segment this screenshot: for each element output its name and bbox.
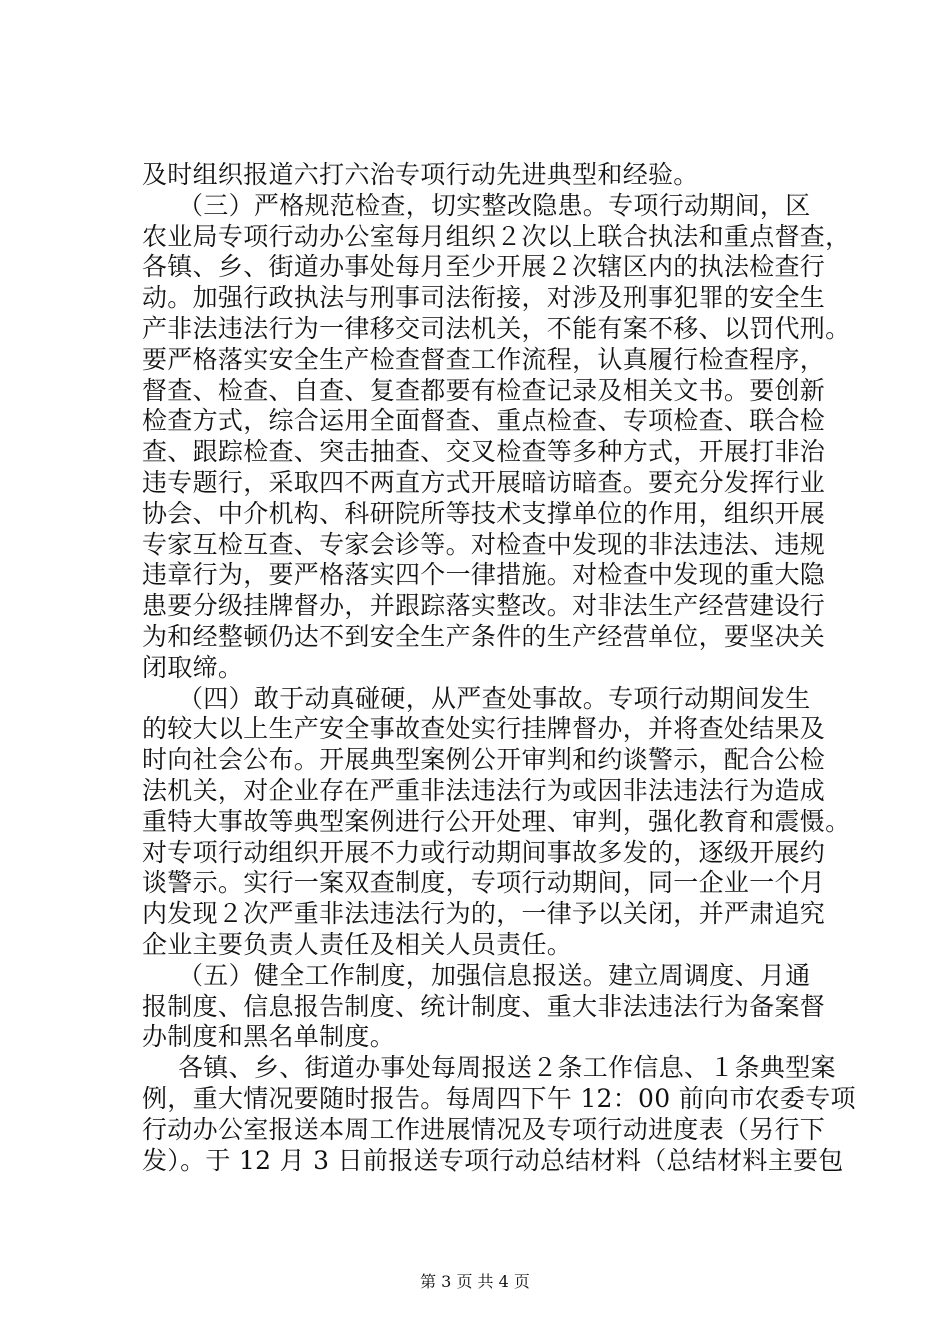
text-line: 对专项行动组织开展不力或行动期间事故多发的，逐级开展约 [142, 837, 826, 867]
text-line: 患要分级挂牌督办，并跟踪落实整改。对非法生产经营建设行 [142, 591, 826, 621]
text-line: 农业局专项行动办公室每月组织２次以上联合执法和重点督查， [142, 221, 851, 251]
text-line: 要严格落实安全生产检查督查工作流程，认真履行检查程序， [142, 344, 826, 374]
text-line: 报制度、信息报告制度、统计制度、重大非法违法行为备案督 [142, 991, 826, 1021]
text-line: 重特大事故等典型案例进行公开处理、审判，强化教育和震慑。 [142, 806, 851, 836]
text-line: 检查方式，综合运用全面督查、重点检查、专项检查、联合检 [142, 406, 826, 436]
text-line: 动。加强行政执法与刑事司法衔接，对涉及刑事犯罪的安全生 [142, 283, 826, 313]
text-line: 专家互检互查、专家会诊等。对检查中发现的非法违法、违规 [142, 529, 826, 559]
text-line: 查、跟踪检查、突击抽查、交叉检查等多种方式，开展打非治 [142, 437, 826, 467]
section-heading-3: （三）严格规范检查，切实整改隐患。专项行动期间，区 [178, 190, 811, 220]
text-line: 内发现２次严重非法违法行为的，一律予以关闭，并严肃追究 [142, 899, 826, 929]
page-number-footer: 第 3 页 共 4 页 [420, 1272, 530, 1291]
text-line: 法机关，对企业存在严重非法违法行为或因非法违法行为造成 [142, 775, 826, 805]
text-line: 闭取缔。 [142, 652, 244, 682]
text-line: 的较大以上生产安全事故查处实行挂牌督办，并将查处结果及 [142, 714, 826, 744]
text-line: 时向社会公布。开展典型案例公开审判和约谈警示，配合公检 [142, 745, 826, 775]
text-line: 谈警示。实行一案双查制度，专项行动期间，同一企业一个月 [142, 868, 826, 898]
text-line: 企业主要负责人责任及相关人员责任。 [142, 929, 573, 959]
text-line: 各镇、乡、街道办事处每月至少开展２次辖区内的执法检查行 [142, 252, 826, 282]
paragraph-start: 各镇、乡、街道办事处每周报送２条工作信息、１条典型案 [178, 1053, 836, 1083]
text-line: 为和经整顿仍达不到安全生产条件的生产经营单位，要坚决关 [142, 621, 826, 651]
text-line: 协会、中介机构、科研院所等技术支撑单位的作用，组织开展 [142, 498, 826, 528]
text-line: 发）。于 12 月 3 日前报送专项行动总结材料（总结材料主要包 [142, 1145, 844, 1175]
text-line: 产非法违法行为一律移交司法机关，不能有案不移、以罚代刑。 [142, 313, 851, 343]
text-line: 违章行为，要严格落实四个一律措施。对检查中发现的重大隐 [142, 560, 826, 590]
section-heading-4: （四）敢于动真碰硬，从严查处事故。专项行动期间发生 [178, 683, 811, 713]
text-line: 督查、检查、自查、复查都要有检查记录及相关文书。要创新 [142, 375, 826, 405]
text-line: 办制度和黑名单制度。 [142, 1022, 396, 1052]
text-line: 及时组织报道六打六治专项行动先进典型和经验。 [142, 160, 699, 189]
text-line: 行动办公室报送本周工作进展情况及专项行动进度表（另行下 [142, 1114, 826, 1144]
text-line: 违专题行，采取四不两直方式开展暗访暗查。要充分发挥行业 [142, 467, 826, 497]
text-line: 例，重大情况要随时报告。每周四下午 12：00 前向市农委专项 [142, 1083, 856, 1113]
section-heading-5: （五）健全工作制度，加强信息报送。建立周调度、月通 [178, 960, 811, 990]
body-text [142, 160, 856, 1176]
